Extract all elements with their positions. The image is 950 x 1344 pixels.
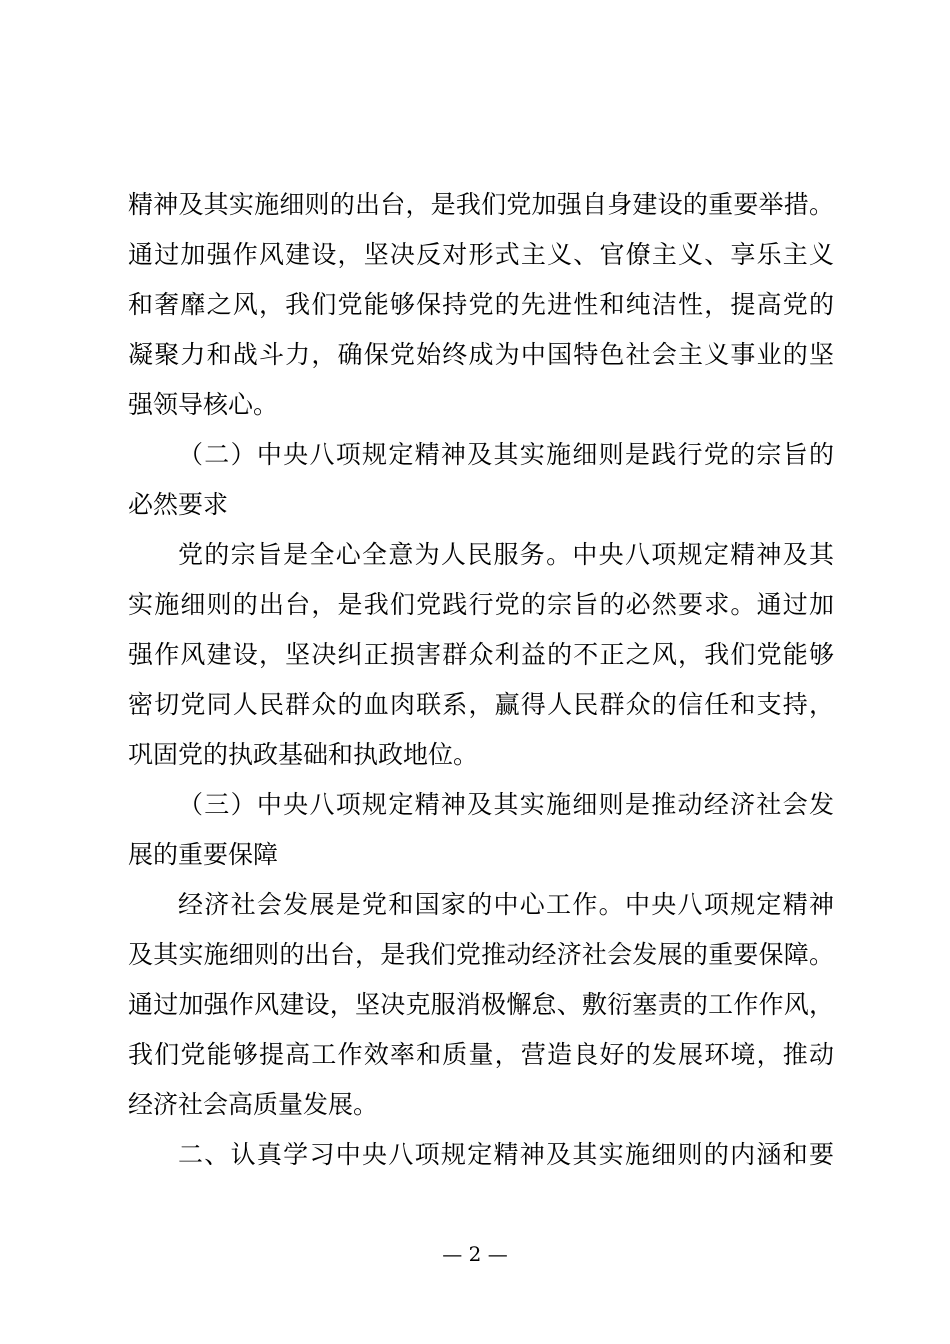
text-line: 凝聚力和战斗力，确保党始终成为中国特色社会主义事业的坚 [128, 340, 834, 369]
text-line: 及其实施细则的出台，是我们党推动经济社会发展的重要保障。 [128, 940, 834, 969]
document-body [128, 180, 834, 1180]
text-line: 我们党能够提高工作效率和质量，营造良好的发展环境，推动 [128, 1040, 834, 1069]
heading-line: 二、认真学习中央八项规定精神及其实施细则的内涵和要 [178, 1140, 834, 1169]
text-line: 通过加强作风建设，坚决克服消极懈怠、敷衍塞责的工作作风， [128, 990, 834, 1019]
paragraph-section-2 [128, 530, 834, 780]
text-line: 密切党同人民群众的血肉联系，赢得人民群众的信任和支持， [128, 690, 834, 719]
text-line: 经济社会发展是党和国家的中心工作。中央八项规定精神 [178, 890, 834, 919]
text-line: 通过加强作风建设，坚决反对形式主义、官僚主义、享乐主义 [128, 240, 834, 269]
text-line: 和奢靡之风，我们党能够保持党的先进性和纯洁性，提高党的 [128, 290, 834, 319]
text-line: 强作风建设，坚决纠正损害群众利益的不正之风，我们党能够 [128, 640, 834, 669]
text-line: 巩固党的执政基础和执政地位。 [128, 740, 479, 769]
heading-line: 展的重要保障 [128, 840, 279, 869]
text-line: 经济社会高质量发展。 [128, 1090, 379, 1119]
section-heading-3 [128, 780, 834, 880]
text-line: 党的宗旨是全心全意为人民服务。中央八项规定精神及其 [178, 540, 834, 569]
section-heading-2 [128, 430, 834, 530]
paragraph-section-3 [128, 880, 834, 1130]
text-line: 实施细则的出台，是我们党践行党的宗旨的必然要求。通过加 [128, 590, 834, 619]
text-line: 精神及其实施细则的出台，是我们党加强自身建设的重要举措。 [128, 190, 834, 219]
heading-line: （二）中央八项规定精神及其实施细则是践行党的宗旨的 [178, 440, 834, 469]
page-number: — 2 — [442, 1242, 508, 1266]
text-line: 强领导核心。 [128, 390, 279, 419]
chapter-heading-2 [128, 1130, 834, 1180]
paragraph-continuation [128, 180, 834, 430]
heading-line: 必然要求 [128, 490, 229, 519]
heading-line: （三）中央八项规定精神及其实施细则是推动经济社会发 [178, 790, 834, 819]
